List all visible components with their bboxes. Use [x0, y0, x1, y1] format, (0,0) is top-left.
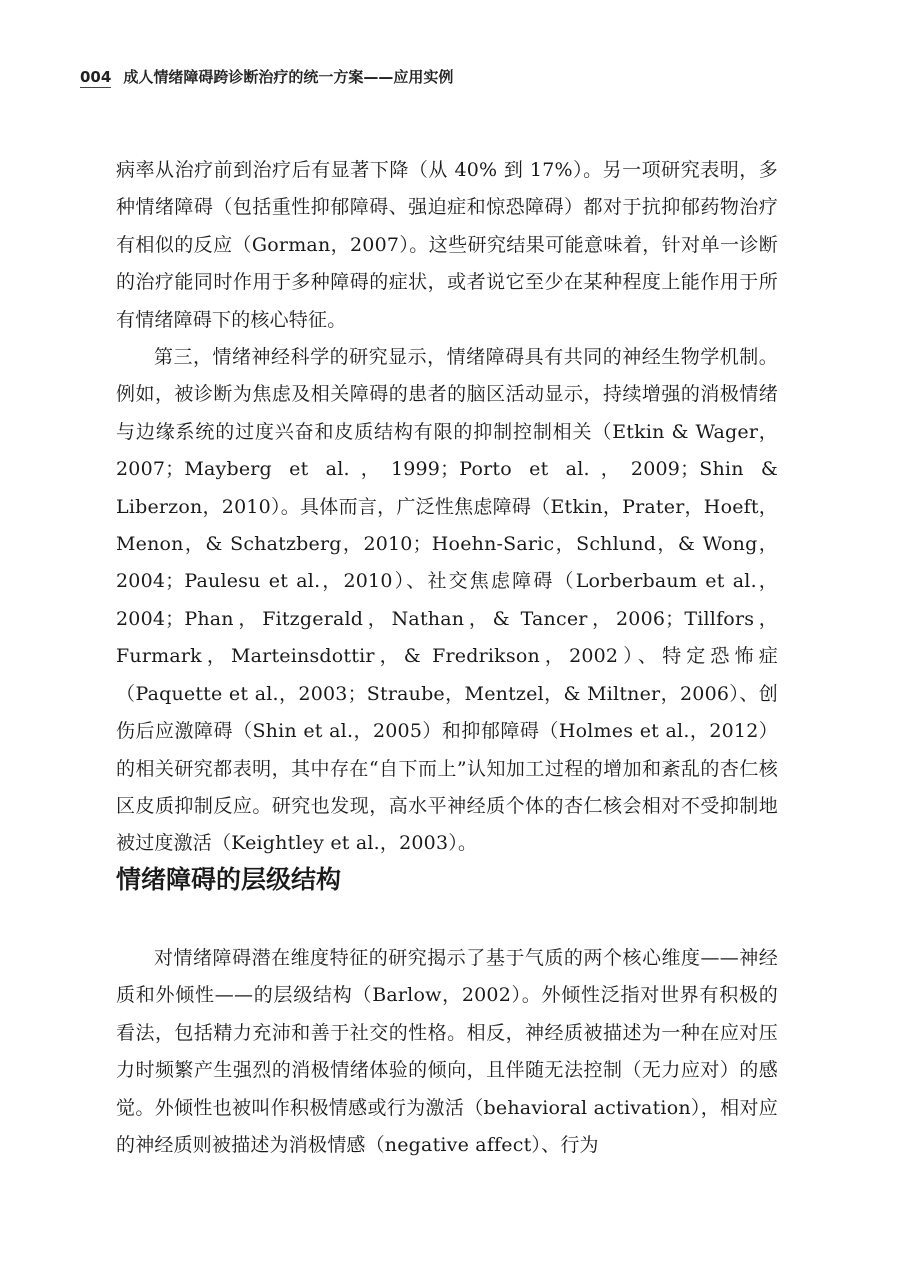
body-text-top [116, 152, 778, 863]
paragraph-continuation: 病率从治疗前到治疗后有显著下降（从 40% 到 17%）。另一项研究表明，多种情绪障碍（包括重性抑郁障碍、强迫症和惊恐障碍）都对于抗抑郁药物治疗有相似的反应（Gorman，2007）。这些研究结果可能意味着，针对单一诊断的治疗能同时作用于多种障碍的症状，或者说它至少在某种程度上能作用于所有情绪障碍下的核心特征。 [116, 159, 778, 331]
paragraph-neuroscience: 第三，情绪神经科学的研究显示，情绪障碍具有共同的神经生物学机制。例如，被诊断为焦虑及相关障碍的患者的脑区活动显示，持续增强的消极情绪与边缘系统的过度兴奋和皮质结构有限的抑制控制相关（Etkin & Wager，2007；Mayberg et al.，1999；Porto et al.，2009；Shin & Liberzon，2010）。具体而言，广泛性焦虑障碍（Etkin，Prater，Hoeft，Menon，& Schatzberg，2010；Hoehn-Saric，Schlund，& Wong，2004；Paulesu et al.，2010）、社交焦虑障碍（Lorberbaum et al.，2004；Phan，Fitzgerald，Nathan，& Tancer，2006；Tillfors，Furmark，Marteinsdottir，& Fredrikson，2002）、特定恐怖症（Paquette et al.，2003；Straube，Mentzel，& Miltner，2006）、创伤后应激障碍（Shin et al.，2005）和抑郁障碍（Holmes et al.，2012）的相关研究都表明，其中存在“自下而上”认知加工过程的增加和紊乱的杏仁核区皮质抑制反应。研究也发现，高水平神经质个体的杏仁核会相对不受抑制地被过度激活（Keightley et al.，2003）。 [116, 346, 778, 855]
book-title: 成人情绪障碍跨诊断治疗的统一方案——应用实例 [123, 68, 454, 86]
running-header [80, 66, 453, 88]
paragraph-hierarchy: 对情绪障碍潜在维度特征的研究揭示了基于气质的两个核心维度——神经质和外倾性——的层级结构（Barlow，2002）。外倾性泛指对世界有积极的看法，包括精力充沛和善于社交的性格。相反，神经质被描述为一种在应对压力时频繁产生强烈的消极情绪体验的倾向，且伴随无法控制（无力应对）的感觉。外倾性也被叫作积极情感或行为激活（behavioral activation），相对应的神经质则被描述为消极情感（negative affect）、行为 [116, 947, 778, 1157]
section-heading: 情绪障碍的层级结构 [116, 865, 342, 894]
page-number: 004 [80, 68, 112, 86]
body-text-bottom [116, 940, 778, 1164]
